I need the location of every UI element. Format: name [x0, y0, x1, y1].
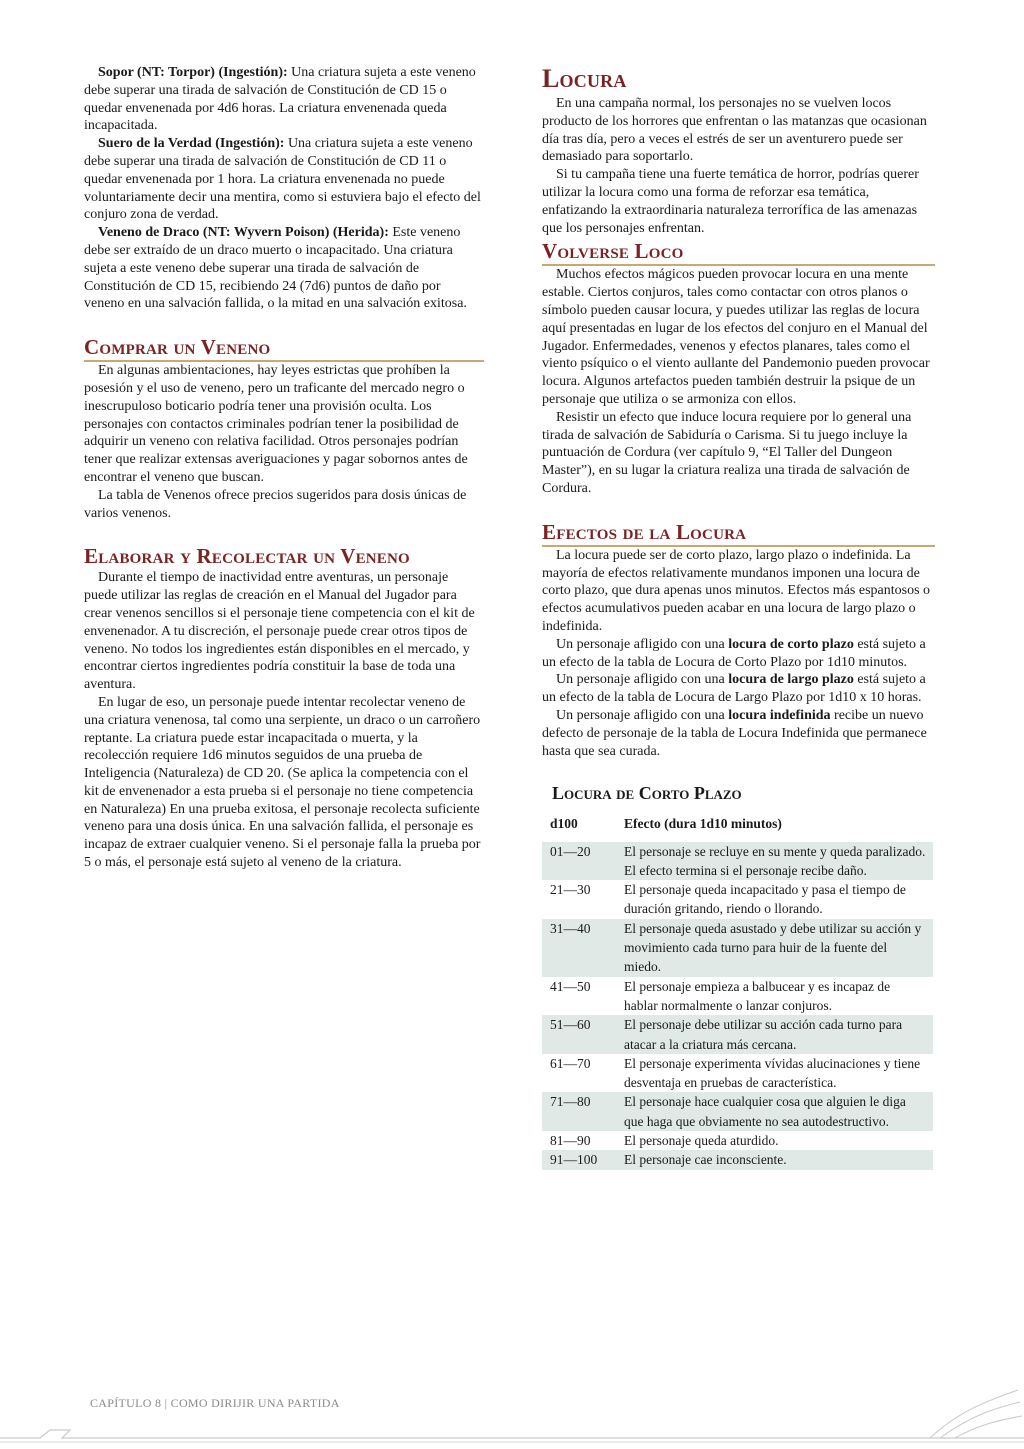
- madness-effects-heading: Efectos de la Locura: [542, 520, 935, 547]
- footer-ornament: [0, 1380, 1024, 1449]
- table-cell-effect: El personaje se recluye en su mente y queda paralizado. El efecto termina si el personaje recibe daño.: [616, 842, 933, 881]
- table-row: [542, 977, 933, 1016]
- table-cell-effect: El personaje queda asustado y debe utilizar su acción y movimiento cada turno para huir de la fuente del miedo.: [616, 919, 933, 977]
- table-cell-effect: El personaje experimenta vívidas alucinaciones y tiene desventaja en pruebas de característica.: [624, 1055, 921, 1091]
- poison-entry: [84, 64, 484, 135]
- table-row: [542, 1092, 933, 1131]
- poison-text: Una criatura sujeta a este veneno debe superar una tirada de salvación de Constitución de CD 11 o quedar envenenada por 1 hora. La criatura envenenada no puede voluntariamente decir una mentira, como si estuviera bajo el efecto del conjuro zona de verdad.: [84, 136, 481, 223]
- table-cell-roll: 01—20: [542, 842, 616, 881]
- poison-name: Veneno de Draco (NT: Wyvern Poison) (Herida):: [98, 225, 389, 241]
- going-mad-heading: Volverse Loco: [542, 239, 935, 266]
- text-run: está sujeto a un efecto de la tabla de Locura de Corto Plazo por 1d10 minutos.: [542, 636, 926, 670]
- table-cell-effect: El personaje queda incapacitado y pasa el tiempo de duración gritando, riendo o llorando.: [624, 882, 906, 917]
- table-cell-effect: El personaje empieza a balbucear y es incapaz de hablar normalmente o lanzar conjuros.: [624, 978, 891, 1013]
- table-cell-roll: 51—60: [542, 1015, 616, 1054]
- madness-heading: Locura: [542, 64, 627, 93]
- text-run: Un personaje afligido con una: [556, 636, 729, 652]
- table-row: [542, 1150, 933, 1169]
- buy-poison-heading: Comprar un Veneno: [84, 335, 484, 362]
- table-row: [542, 880, 933, 919]
- bold-term: locura indefinida: [728, 707, 831, 723]
- text-run: Un personaje afligido con una: [556, 707, 729, 723]
- text-run: está sujeto a un efecto de la tabla de Locura de Largo Plazo por 1d10 x 10 horas.: [542, 672, 926, 706]
- table-cell-effect: El personaje cae inconsciente.: [616, 1150, 933, 1169]
- table-cell-effect: El personaje hace cualquier cosa que alguien le diga que haga que obviamente no sea autodestructivo.: [616, 1092, 933, 1131]
- poison-text: Este veneno debe ser extraído de un draco muerto o incapacitado. Una criatura sujeta a este veneno debe superar una tirada de salvación de Constitución de CD 15, recibiendo 24 (7d6) puntos de daño por veneno en una salvación fallida, o la mitad en una salvación exitosa.: [84, 225, 467, 312]
- short-term-madness-table: [542, 812, 933, 1169]
- table-row: [542, 842, 933, 881]
- table-header-effect: Efecto (dura 1d10 minutos): [624, 816, 782, 832]
- table-cell-roll: 21—30: [550, 882, 591, 898]
- paragraph: [542, 707, 935, 760]
- paragraph: Muchos efectos mágicos pueden provocar locura en una mente estable. Ciertos conjuros, tales como contactar con otros planos o símbolo pueden causar locura, y puedes utilizar las reglas de locura aquí presentadas en lugar de los efectos del conjuro en el Manual del Jugador. Enfermedades, venenos y efectos planares, tales como el viento psíquico o el viento aullante del Pandemonio pueden provocar locura. Algunos artefactos pueden también destruir la psique de un personaje que utiliza o se armoniza con ellos.: [542, 267, 930, 407]
- table-cell-effect: El personaje queda aturdido.: [624, 1133, 779, 1149]
- craft-poison-heading: Elaborar y Recolectar un Veneno: [84, 544, 410, 569]
- paragraph: La locura puede ser de corto plazo, largo plazo o indefinida. La mayoría de efectos relativamente mundanos imponen una locura de corto plazo, que dura apenas unos minutos. Efectos más espantosos o efectos acumulativos pueden acabar en una locura de largo plazo o indefinida.: [542, 547, 931, 634]
- table-cell-roll: 61—70: [550, 1055, 591, 1071]
- right-column: [542, 64, 935, 1170]
- left-column: [84, 64, 484, 872]
- paragraph: En lugar de eso, un personaje puede intentar recolectar veneno de una criatura venenosa, tal como una serpiente, un draco o un carroñero reptante. La criatura puede estar incapacitada o muerta, y la recolección requiere 1d6 minutos seguidos de una prueba de Inteligencia (Naturaleza) de CD 20. (Se aplica la competencia con el kit de envenenador a esta prueba si el personaje no tiene competencia en Naturaleza) En una prueba exitosa, el personaje recolecta suficiente veneno para una dosis única. En una salvación fallida, el personaje es incapaz de extraer cualquier veneno. Si el personaje falla la prueba por 5 o más, el personaje está sujeto al veneno de la criatura.: [84, 694, 481, 871]
- paragraph: La tabla de Venenos ofrece precios sugeridos para dosis únicas de varios venenos.: [84, 487, 467, 521]
- table-header-row: [542, 812, 933, 841]
- short-term-table-title: Locura de Corto Plazo: [552, 783, 742, 804]
- paragraph: Si tu campaña tiene una fuerte temática de horror, podrías querer utilizar la locura como una forma de reforzar esa temática, enfatizando la extraordinaria naturaleza terrorífica de las amenazas que los personajes enfrentan.: [542, 167, 919, 236]
- table-row: [542, 1015, 933, 1054]
- table-cell-roll: 91—100: [542, 1150, 616, 1169]
- poison-entry: [84, 135, 484, 224]
- paragraph: Resistir un efecto que induce locura requiere por lo general una tirada de salvación de Sabiduría o Carisma. Si tu juego incluye la puntuación de Cordura (ver capítulo 9, “El Taller del Dungeon Master”), en su lugar la criatura realiza una tirada de salvación de Cordura.: [542, 409, 912, 496]
- table-cell-effect: El personaje debe utilizar su acción cada turno para atacar a la criatura más cercana.: [616, 1015, 933, 1054]
- page-footer: CAPÍTULO 8 | COMO DIRIJIR UNA PARTIDA: [90, 1396, 340, 1410]
- text-run: Un personaje afligido con una: [556, 672, 729, 688]
- table-row: [542, 1054, 933, 1093]
- table-row: [542, 1131, 933, 1150]
- poison-name: Suero de la Verdad (Ingestión):: [98, 136, 285, 152]
- paragraph: Durante el tiempo de inactividad entre aventuras, un personaje puede utilizar las reglas de creación en el Manual del Jugador para crear venenos sencillos si el personaje tiene competencia con el kit de envenenador. A tu discreción, el personaje puede crear otros tipos de veneno. No todos los ingredientes están disponibles en el mercado, y encontrar ciertos ingredientes podría constituir la base de toda una aventura.: [84, 570, 475, 693]
- table-cell-roll: 71—80: [542, 1092, 616, 1131]
- poison-name: Sopor (NT: Torpor) (Ingestión):: [98, 65, 288, 80]
- paragraph: [542, 636, 935, 672]
- paragraph: [542, 671, 935, 707]
- text-run: recibe un nuevo defecto de personaje de la tabla de Locura Indefinida que permanece hasta que sea curada.: [542, 707, 927, 759]
- bold-term: locura de largo plazo: [728, 672, 854, 688]
- bold-term: locura de corto plazo: [728, 636, 854, 652]
- poison-entry: [84, 224, 484, 313]
- poison-text: Una criatura sujeta a este veneno debe superar una tirada de salvación de Constitución de CD 15 o quedar envenenada por 4d6 horas. La criatura envenenada queda incapacitada.: [84, 65, 476, 134]
- paragraph: En algunas ambientaciones, hay leyes estrictas que prohíben la posesión y el uso de veneno, pero un traficante del mercado negro o inescrupuloso boticario podría tener una provisión oculta. Los personajes con contactos criminales podrían tener la posibilidad de adquirir un veneno con relativa facilidad. Otros personajes podrían tener que realizar extensas averiguaciones y pagar sobornos antes de encontrar el veneno que buscan.: [84, 363, 468, 485]
- table-header-d100: d100: [550, 816, 578, 832]
- paragraph: En una campaña normal, los personajes no se vuelven locos producto de los horrores que enfrentan o las matanzas que ocasionan día tras día, pero a veces el estrés de ser un aventurero puede ser demasiado para soportarlo.: [542, 96, 927, 165]
- table-cell-roll: 81—90: [550, 1133, 591, 1149]
- table-cell-roll: 41—50: [550, 978, 591, 994]
- table-cell-roll: 31—40: [542, 919, 616, 977]
- table-row: [542, 919, 933, 977]
